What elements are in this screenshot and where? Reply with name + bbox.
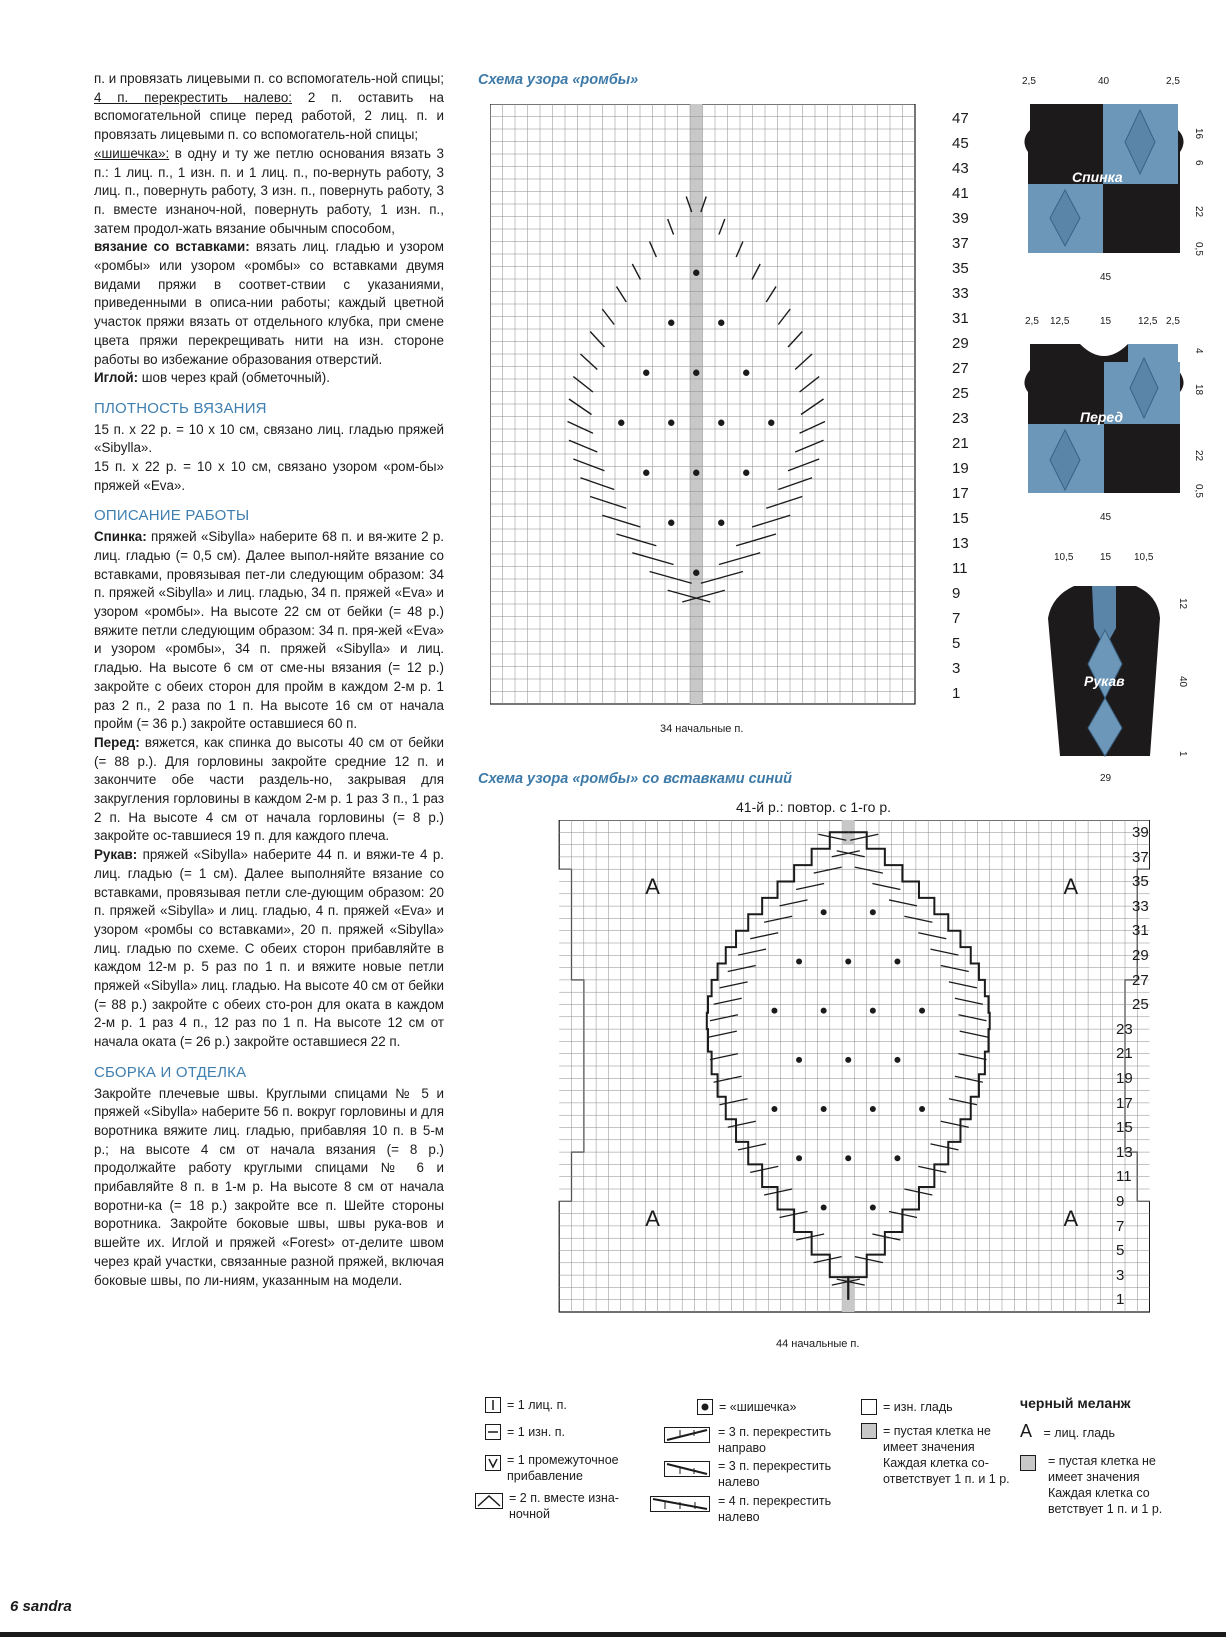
term-needle: Иглой: [94, 370, 139, 386]
back-dim-bottom: 45 [1100, 272, 1112, 283]
chart2-row-number: 5 [1116, 1242, 1125, 1260]
sleeve-dim-top-1: 10,5 [1054, 552, 1074, 563]
chart1-bobble [643, 470, 649, 476]
instr-p5-body: шов через край (обметочный). [138, 370, 330, 386]
footer-rule [0, 1632, 1226, 1637]
chart2-caption: 44 начальные п. [776, 1338, 860, 1350]
chart2-title: Схема узора «ромбы» со вставками синий [478, 771, 792, 787]
chart1-bobble [693, 570, 699, 576]
chart2-row-number: 27 [1132, 971, 1149, 989]
knit-symbol-icon [485, 1397, 501, 1413]
legend-bobble-text: = «шишечка» [719, 1400, 797, 1414]
back-para [94, 528, 444, 734]
chart2-bobble [894, 1155, 900, 1161]
chart2-row-number: 23 [1116, 1020, 1133, 1038]
empty-cell-icon [861, 1423, 877, 1439]
chart1-row-number: 21 [952, 435, 969, 452]
cross3-left-icon [664, 1461, 710, 1477]
chart1-row-numbers [950, 104, 990, 724]
instr-p1: п. и провязать лицевыми п. со вспомогатель-ной спицы; [94, 71, 444, 86]
chart1-row-number: 25 [952, 385, 969, 402]
schematic-back [1010, 70, 1210, 290]
chart1-row-number: 27 [952, 360, 969, 377]
chart2-row-number: 1 [1116, 1291, 1125, 1309]
back-label: Спинка [1072, 169, 1123, 185]
chart2-row-number: 33 [1132, 897, 1149, 915]
legend-knit [485, 1397, 567, 1413]
section-description: ОПИСАНИЕ РАБОТЫ [94, 507, 250, 525]
legend-cross4l [650, 1493, 855, 1525]
chart1-row-number: 17 [952, 485, 969, 502]
chart1-bobble [718, 320, 724, 326]
chart1-title: Схема узора «ромбы» [478, 72, 639, 88]
chart2-row-number: 31 [1132, 922, 1149, 940]
chart2-row-number: 17 [1116, 1094, 1133, 1112]
chart2-bobble [919, 1106, 925, 1112]
back-dim-r1: 16 [1193, 128, 1204, 140]
chart2-bobble [845, 1155, 851, 1161]
chart1-row-number: 39 [952, 210, 969, 227]
legend-black-title: черный меланж [1020, 1395, 1131, 1411]
legend-k2tog [475, 1490, 635, 1522]
chart2-row-numbers [1116, 820, 1170, 1340]
legend-empty-text: = пустая клетка не имеет значения Каждая клетка со-ответствует 1 п. и 1 р. [883, 1424, 1010, 1486]
back-dim-top-3: 2,5 [1166, 76, 1180, 87]
back-body: пряжей «Sibylla» наберите 68 п. и вя-жите 2 р. лиц. гладью (= 0,5 см). Далее выпол-няйте вязание со вставками, провязывая пет-ли следующим образом: 34 п. пряжей «Sibylla» и лиц. гладью, 34 п. пряжей «Eva» и узором «ромбы». На высоте 22 см от бейки (= 48 р.) вяжите петли следующим образом: 34 п. пря-жей «Eva» и узором «ромбы», 34 п. пряжей «Sibylla» и лиц. гладью. На высоте 6 см от сме-ны вязания (= 12 р.) закройте с обеих сторон для пройм в каждом 2-м р. 1 раз 2 п., 2 раза по 1 п. На высоте 16 см от начала пройм (= 36 р.) закройте оставшиеся 60 п. [94, 529, 444, 732]
chart2-bobble [870, 1008, 876, 1014]
chart1-bobble [668, 520, 674, 526]
reverse-stitch-icon [861, 1399, 877, 1415]
legend-empty2-text: = пустая клетка не имеет значения Каждая клетка со ветствует 1 п. и 1 р. [1048, 1454, 1163, 1516]
sleeve-dim-r3: 1 [1177, 751, 1188, 757]
section-assembly: СБОРКА И ОТДЕЛКА [94, 1063, 247, 1081]
front-dim-top-4: 12,5 [1138, 316, 1158, 327]
chart1-row-number: 1 [952, 685, 961, 702]
chart1-row-number: 9 [952, 585, 961, 602]
legend-increase [485, 1452, 635, 1484]
legend-bobble [697, 1399, 796, 1415]
schematic-sleeve [1030, 546, 1220, 786]
magazine-brand: sandra [22, 1598, 72, 1615]
legend-cross3l [664, 1458, 854, 1490]
a-symbol-icon: A [1020, 1421, 1033, 1441]
legend-knit-text: = 1 лиц. п. [507, 1398, 567, 1412]
chart1-bobble [693, 270, 699, 276]
back-dim-r4: 0,5 [1193, 242, 1204, 256]
chart2-row-number: 25 [1132, 996, 1149, 1014]
front-dim-bottom: 45 [1100, 512, 1112, 523]
chart1-row-number: 41 [952, 185, 969, 202]
legend-empty [861, 1423, 1011, 1487]
term-bobble: «шишечка»: [94, 145, 170, 161]
back-heading: Спинка: [94, 529, 147, 545]
front-dim-top-3: 15 [1100, 316, 1112, 327]
chart2-bobble [771, 1106, 777, 1112]
chart1-bobble [693, 470, 699, 476]
chart2-bobble [919, 1008, 925, 1014]
front-dim-r1: 4 [1193, 348, 1204, 354]
chart1-row-number: 13 [952, 535, 969, 552]
legend-cross3r [664, 1424, 854, 1456]
chart2-bobble [796, 958, 802, 964]
chart1-bobble [643, 370, 649, 376]
chart1-bobble [718, 520, 724, 526]
chart2-bobble [821, 1008, 827, 1014]
legend-k2tog-text: = 2 п. вместе изна-ночной [509, 1491, 619, 1521]
chart1-row-number: 19 [952, 460, 969, 477]
chart2-row-number: 13 [1116, 1143, 1133, 1161]
chart1-row-number: 33 [952, 285, 969, 302]
front-heading: Перед: [94, 734, 140, 750]
page-number: 6 [10, 1598, 19, 1615]
cross4-left-icon [650, 1496, 710, 1512]
chart1-row-number: 5 [952, 635, 961, 652]
back-dim-r2: 6 [1193, 160, 1204, 166]
back-dim-r3: 22 [1193, 206, 1204, 218]
chart2-bobble [870, 909, 876, 915]
chart2-bobble [796, 1057, 802, 1063]
front-dim-r2: 18 [1193, 384, 1204, 396]
assembly-para: Закройте плечевые швы. Круглыми спицами № 5 и пряжей «Sibylla» наберите 56 п. вокруг горловины и для воротника вяжите лиц. гладью, прибавляя 10 п. в 5-м р.; на высоте 4 см от начала вязания (= 8 р.) продолжайте работу круглыми спицами № 6 и прибавляйте 8 п. в 1-м р. На высоте 8 см от начала воротни-ка (= 18 р.) закройте все п. Шейте стороны воротника. Закройте боковые швы, швы рука-вов и вшейте их. Иглой и пряжей «Forest» от-делите швом через край участки, связанные разной пряжей, включая боковые швы, по ли-ниям, указанным на модели. [94, 1085, 444, 1288]
term-cross4: 4 п. перекрестить налево: [94, 89, 293, 105]
sleeve-dim-r2: 40 [1177, 676, 1188, 688]
sleeve-dim-top-2: 15 [1100, 552, 1112, 563]
chart1-caption: 34 начальные п. [660, 723, 744, 735]
chart2-row-number: 7 [1116, 1217, 1125, 1235]
back-dim-top-1: 2,5 [1022, 76, 1036, 87]
chart2-bobble [845, 958, 851, 964]
chart2-row-number: 39 [1132, 824, 1149, 841]
chart1-row-number: 37 [952, 235, 969, 252]
section-density: ПЛОТНОСТЬ ВЯЗАНИЯ [94, 399, 267, 417]
chart2-area-a: A [645, 1205, 660, 1231]
bobble-symbol-icon [697, 1399, 713, 1415]
page-footer [10, 1598, 72, 1615]
chart1-grid [490, 104, 935, 744]
chart2-bobble [894, 958, 900, 964]
sleeve-para [94, 846, 444, 1052]
chart1-bobble [668, 320, 674, 326]
sleeve-body: пряжей «Sibylla» наберите 44 п. и вяжи-те 4 р. лиц. гладью (= 1 см). Далее выполняйте вязание со вставками, провязывая петли сле-дующим образом: 20 п. пряжей «Sibylla» и лиц. гладью, 4 п. пряжей «Eva» и узором «ромбы со вставками», 20 п. пряжей «Sibylla» лиц. гладью по схеме. С обеих сторон прибавляйте в каждом 12-м р. 5 раз по 1 п. и вяжите новые петли пряжей «Sibylla» лиц. гладью. На высоте 40 см от бейки (= 88 р.) закройте с обеих сто-рон для оката в каждом 2-м р. 1 раз 4 п., 12 раз по 1 п. На высоте 12 см от начала оката (= 26 р.) закройте оставшиеся 22 п. [94, 847, 444, 1050]
chart1-row-number: 15 [952, 510, 969, 527]
chart1-bobble [618, 420, 624, 426]
chart1-bobble [668, 420, 674, 426]
empty-cell-2-icon [1020, 1455, 1036, 1471]
k2tog-symbol-icon [475, 1493, 503, 1509]
legend-cross3l-text: = 3 п. перекрестить налево [718, 1459, 832, 1489]
purl-symbol-icon [485, 1424, 501, 1440]
sleeve-label: Рукав [1084, 673, 1125, 689]
legend-reverse-text: = изн. гладь [883, 1400, 953, 1414]
chart2-bobble [771, 1008, 777, 1014]
sleeve-heading: Рукав: [94, 847, 138, 863]
legend-reverse [861, 1399, 953, 1415]
sleeve-dim-r1: 12 [1177, 598, 1188, 610]
term-inserts: вязание со вставками: [94, 239, 250, 255]
legend-cross4l-text: = 4 п. перекрестить налево [718, 1494, 832, 1524]
sleeve-dim-top-3: 10,5 [1134, 552, 1154, 563]
front-dim-top-2: 12,5 [1050, 316, 1070, 327]
chart2-repeat-note: 41-й р.: повтор. с 1-го р. [736, 799, 891, 815]
sleeve-dim-bottom: 29 [1100, 773, 1112, 784]
increase-symbol-icon [485, 1455, 501, 1471]
front-para [94, 734, 444, 846]
chart2-area-a: A [1063, 873, 1079, 899]
instr-p3 [94, 145, 444, 239]
chart2-bobble [821, 909, 827, 915]
chart2-bobble [870, 1204, 876, 1210]
chart2-grid [510, 820, 1150, 1360]
instructions-column [94, 70, 444, 1290]
legend-cross3r-text: = 3 п. перекрестить направо [718, 1425, 832, 1455]
chart1-bobble [743, 370, 749, 376]
chart2-row-number: 11 [1116, 1168, 1132, 1186]
chart2-area-a: A [645, 873, 660, 899]
legend-increase-text: = 1 промежуточное прибавление [507, 1453, 619, 1483]
instr-p4 [94, 238, 444, 369]
chart1-row-number: 31 [952, 310, 969, 327]
chart1-row-number: 3 [952, 660, 961, 677]
chart2-row-number: 3 [1116, 1266, 1125, 1284]
instr-p2 [94, 89, 444, 145]
chart1-bobble [743, 470, 749, 476]
chart1-bobble [718, 420, 724, 426]
chart2-bobble [870, 1106, 876, 1112]
density-2: 15 п. х 22 р. = 10 х 10 см, связано узором «ром-бы» пряжей «Eva». [94, 459, 444, 493]
chart2-bobble [821, 1204, 827, 1210]
chart2-bobble [894, 1057, 900, 1063]
chart1-row-number: 7 [952, 610, 961, 627]
legend-purl [485, 1424, 565, 1440]
front-dim-r3: 22 [1193, 450, 1204, 462]
legend-empty2 [1020, 1453, 1185, 1517]
chart2-area-a: A [1063, 1205, 1079, 1231]
legend-a-text: = лиц. гладь [1043, 1426, 1115, 1440]
chart1-row-number: 11 [952, 560, 968, 577]
density-1: 15 п. х 22 р. = 10 х 10 см, связано лиц. гладью пряжей «Sibylla». [94, 421, 444, 456]
chart2-row-number: 35 [1132, 873, 1149, 891]
chart2-row-number: 9 [1116, 1193, 1125, 1210]
chart2-row-number: 15 [1116, 1119, 1133, 1137]
cross3-right-icon [664, 1427, 710, 1443]
front-dim-top-1: 2,5 [1025, 316, 1039, 327]
schematic-front [1010, 310, 1210, 530]
instr-p3-body: в одну и ту же петлю основания вязать 3 п.: 1 лиц. п., 1 изн. п. и 1 лиц. п., по-вернуть работу, 3 лиц. п., повернуть работу, 3 изн. п., повернуть работу, 3 п. вместе изнаноч-ной, повернуть работу, 1 изн. п., затем продол-жать вязание обычным способом, [94, 145, 444, 236]
chart1-bobble [693, 370, 699, 376]
instr-p4-body: вязать лиц. гладью и узором «ромбы» или узором «ромбы» со вставками двумя видами пряжи в соответ-ствии с указаниями, приведенными в описа-нии работы; каждый цветной участок пряжи вязать от отдельного клубка, при смене цвета пряжи перекрещивать нити на изн. стороне работы во избежание образования отверстий. [94, 239, 444, 367]
instr-p5 [94, 369, 444, 388]
front-dim-r4: 0,5 [1193, 484, 1204, 498]
chart2-bobble [845, 1057, 851, 1063]
legend-purl-text: = 1 изн. п. [507, 1425, 566, 1439]
chart2-row-number: 29 [1132, 947, 1149, 964]
chart2-bobble [796, 1155, 802, 1161]
chart2-bobble [821, 1106, 827, 1112]
chart1-row-number: 29 [952, 335, 969, 352]
chart1-row-number: 23 [952, 410, 969, 427]
chart1-bobble [768, 420, 774, 426]
front-label: Перед [1080, 409, 1124, 425]
chart2-row-number: 37 [1132, 848, 1149, 866]
instr-p2-body: 2 п. оставить на вспомогательной спице перед работой, 2 лиц. п. и провязать лицевыми п. со вспомогатель-ной спицы; [94, 89, 445, 143]
legend-a-knit [1020, 1423, 1115, 1441]
chart2-row-number: 19 [1116, 1070, 1133, 1087]
chart1-row-number: 45 [952, 135, 969, 152]
front-body: вяжется, как спинка до высоты 40 см от бейки (= 88 р.). Для горловины закройте средние 12 п. и закончите обе части раздель-но, закрывая для закругления горловины в каждом 2-м р. 1 раз 3 п., 1 раз 2 п. На высоте 4 см от начала горловины (= 8 р.) закройте ос-тавшиеся 19 п. для каждого плеча. [94, 734, 444, 844]
chart1-row-number: 43 [952, 160, 969, 177]
chart2-row-number: 21 [1116, 1045, 1133, 1063]
front-dim-top-5: 2,5 [1166, 316, 1180, 327]
chart1-row-number: 35 [952, 260, 969, 277]
back-dim-top-2: 40 [1098, 76, 1110, 87]
chart1-row-number: 47 [952, 110, 969, 127]
